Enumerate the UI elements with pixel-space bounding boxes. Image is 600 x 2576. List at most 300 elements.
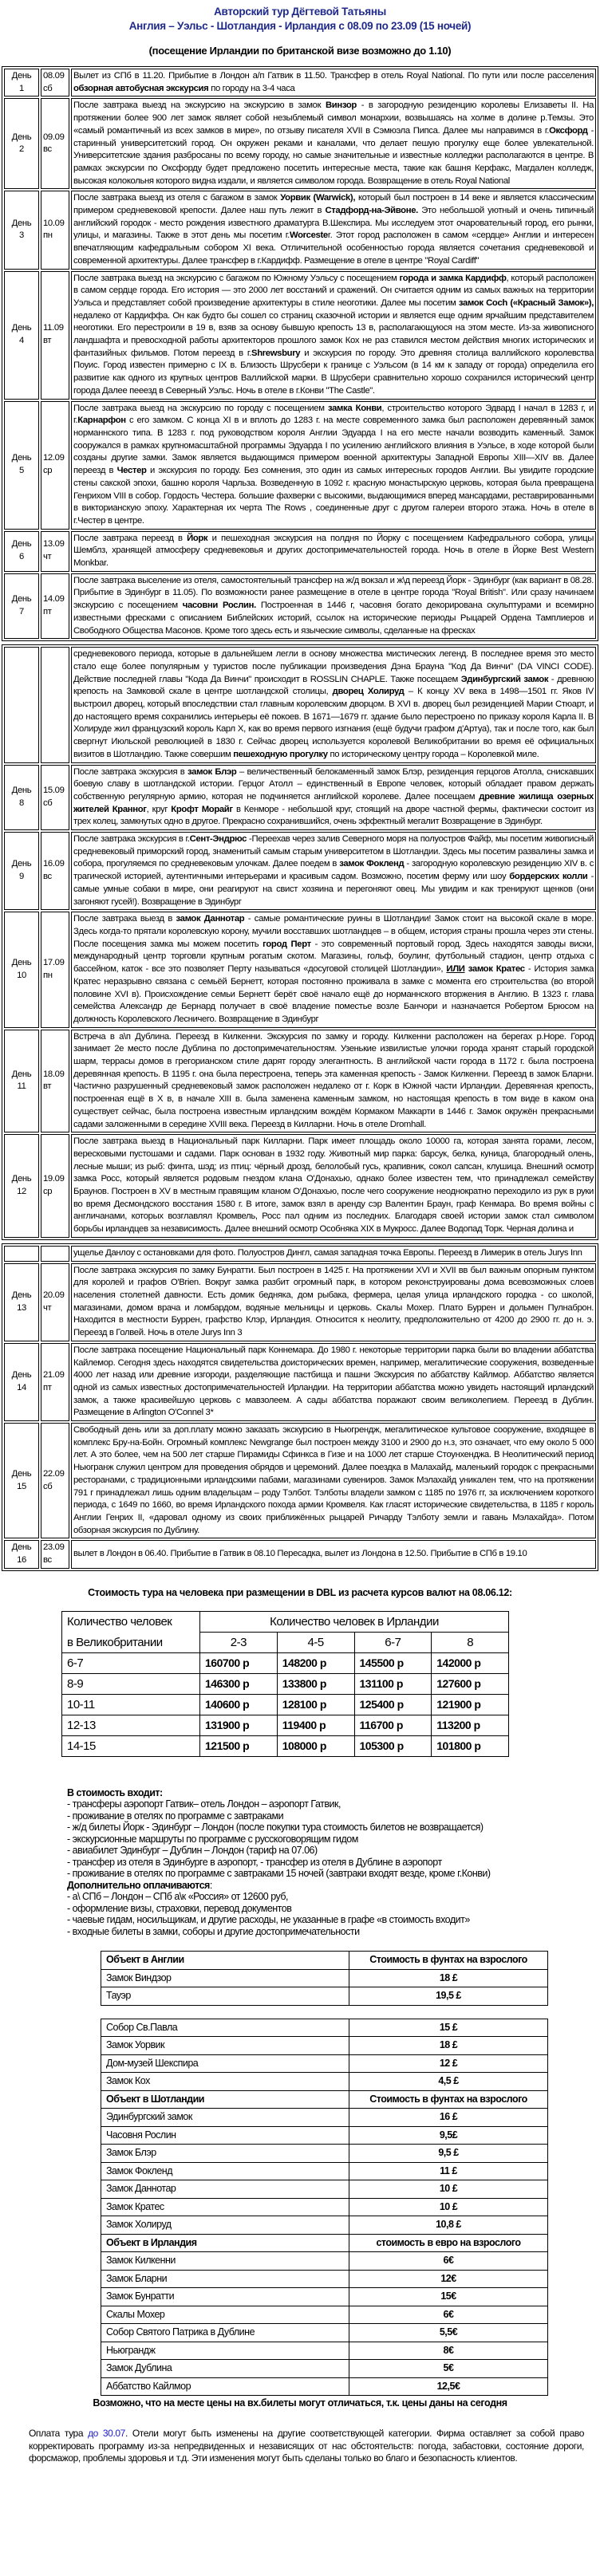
day-label: День 9 [11, 859, 32, 882]
ticket-row [101, 2342, 548, 2360]
extra-item: - входные билеты в замки, соборы и другие достопримечательности [67, 1925, 360, 1937]
included-heading: В стоимость входит: [67, 1786, 163, 1798]
itinerary-row [4, 1540, 596, 1568]
weekday-label: пн [43, 970, 53, 980]
payment-deadline-link[interactable]: до 30.07 [88, 2428, 125, 2440]
day-description [71, 271, 596, 400]
price-cell: 142000 р [432, 1652, 509, 1673]
ticket-price: 5€ [349, 2360, 548, 2378]
ticket-price: 10 £ [349, 2198, 548, 2216]
itinerary-table [2, 66, 598, 641]
date-cell [41, 69, 69, 97]
included-list [67, 1798, 600, 1880]
weekday-label: пн [43, 230, 53, 241]
day-description [71, 912, 596, 1027]
day-description [71, 1540, 596, 1568]
description-text: , который расположен в самом сердце города. Его история — это 2000 лет восстаний и сражений. Он считается одним из самых важных на территории Уэльса и представляет собой произведение архитектуры в стиле неоготики. Далее мы посетим [73, 273, 594, 308]
day-cell [4, 832, 39, 910]
highlight-text: часовни Рослин. [182, 601, 256, 611]
itinerary-row [4, 98, 596, 189]
description-text: После завтрака экскурсия в г. [73, 834, 190, 845]
ticket-price: 9,5 £ [349, 2145, 548, 2163]
col-header: 4-5 [277, 1632, 354, 1652]
tour-title: Авторский тур Дёгтевой Татьяны [214, 6, 386, 18]
date-label: 16.09 [43, 859, 65, 869]
day-label: День 12 [11, 1174, 32, 1197]
england-header: Объект в Англии [101, 1952, 349, 1970]
ticket-name: Часовня Рослин [101, 2126, 349, 2145]
day-cell [4, 191, 39, 269]
day-description [71, 1134, 596, 1238]
itinerary-row [4, 69, 596, 97]
description-text: После завтрака выезд на экскурсию на экскурсию в замок [73, 100, 326, 111]
itinerary-row [4, 765, 596, 831]
description-text: После завтрака экскурсия в [73, 766, 188, 777]
description-text: -Переехав через залив Северного моря на полуостров Файф, мы посетим живописный средневековый приморский город, знаменитый самым старым университетом в Шотландии. Здесь мы посетим развалины замка и собора, прогуляемся по средневековым улочкам. Далее поедем в [73, 834, 594, 869]
ticket-name: Замок Уорвик [101, 2037, 349, 2055]
uk-group-label: 8-9 [62, 1673, 200, 1694]
price-cell: 121900 р [432, 1694, 509, 1715]
description-text: Это небольшой уютный и очень типичный английский городок - место рождения известного драматурга В.Шекспира. Мы исследуем этот очаровательный город, его рынки, улицы, и магазины. Также в этот день мы посетим г. [73, 206, 594, 241]
highlight-text: Стадфорд-на-Эйвоне. [325, 206, 418, 216]
description-text: Встреча в а\п Дублина. Переезд в Килкенни. Экскурсия по замку и городу. Килкенни расположен на берегах р.Норе. Город занимает 2е место после Дублина по достопримечательностям. Узенькие извилистые улочки города хранят старый городской шарм, террасы домов в грегорианском стиле дарят городу элегантность. В английской части города в 1172 г. была построена деревянная крепость. В 1195 г. она была перестроена, теперь эта каменная крепость - Замок Килкенни. Переезд в замок Бларни. Частично разрушенный средневековый замок расположен недалеко от г. Корк в Южной части Ирландии. Деревянная крепость, построенная ещё в X в, в начале XIII в. была заменена каменным замком, но настоящая крепость в том виде в каком она существует сейчас, была построена известным ирландским вождём Кормаком Маккарти в 1446 г. Замок окружён прекрасными садами заложенными в середине XVIII века. Переезд в Килларни. Ночь в отеле Dromhall. [73, 1031, 594, 1129]
ticket-price: 6€ [349, 2306, 548, 2324]
date-cell [41, 1423, 69, 1538]
weekday-label: сб [43, 798, 53, 808]
date-cell [41, 1246, 69, 1262]
ticket-name: Замок Фокленд [101, 2162, 349, 2180]
ticket-row [101, 1987, 548, 2006]
price-cell: 113200 р [432, 1715, 509, 1735]
highlight-text: Честер [116, 466, 147, 476]
included-item: - проживание в отелях по программе с завтраками 15 ночей (завтраки входят везде, кроме г.Конви) [67, 1868, 491, 1880]
ticket-row [101, 2180, 548, 2199]
ticket-name: Тауэр [101, 1987, 349, 2006]
description-text: После завтрака выезд на экскурсию по городу с посещением [73, 403, 328, 413]
itinerary-row [4, 271, 596, 400]
itinerary-row [4, 191, 596, 269]
price-cell: 127600 р [432, 1673, 509, 1694]
ticket-row [101, 2198, 548, 2216]
included-item: - трансферы аэропорт Гатвик– отель Лондон – аэропорт Гатвик, [67, 1798, 341, 1810]
ticket-row [101, 2360, 548, 2378]
ticket-name: Собор Святого Патрика в Дублине [101, 2324, 349, 2342]
ticket-name: Замок Бунратти [101, 2288, 349, 2306]
included-section [67, 1787, 600, 1938]
day-label: День 7 [11, 594, 32, 616]
ticket-price: 12,5€ [349, 2377, 548, 2396]
document-page [0, 5, 600, 2497]
extra-list [67, 1891, 600, 1937]
description-text: - самые умные собаки в мире, они реагируют на свист хозяина и перегоняют овец. Мы увидим и как тренируют щенков (они загоняют гусей!). Возвращение в Эдинбург [73, 872, 594, 907]
weekday-label: пт [43, 1382, 52, 1392]
description-text: После завтрака выезд на экскурсию с багажом по Южному Уэльсу с посещением [73, 273, 400, 283]
description-text: - это современный портовый город. Здесь находятся заводы виски, международный центр торговли крупным рогатым скотом. Магазины, гольф, боулинг, футбольный стадион, центр отдыха с бассейном, каток - все это позволяет Перту называться «досуговой столицей Шотландии», [73, 939, 594, 975]
highlight-text: город Перт [262, 939, 311, 949]
price-row [62, 1735, 509, 1756]
day-description [71, 191, 596, 269]
uk-group-header-2: в Великобритании [62, 1632, 200, 1652]
description-text: После завтрака выезд в [73, 914, 176, 924]
ticket-price: 18 £ [349, 1969, 548, 1987]
date-label: 15.09 [43, 786, 65, 796]
description-text: r. Этот город расположен в самом «сердце» Англии и интересен впечатляющим кафедральным собором XI века. Отличительной особенностью города является сочетания средневековой и современной архитектуры. Далее трансфер в г.Кардифф. Размещение в отеле в центре "Royal Cardiff" [73, 230, 594, 266]
weekday-label: чт [43, 552, 52, 562]
day-description [71, 531, 596, 572]
ticket-row [101, 2288, 548, 2306]
day-description [71, 573, 596, 640]
day-description [71, 1263, 596, 1341]
weekday-label: ср [43, 1187, 53, 1197]
ticket-price: 19,5 £ [349, 1987, 548, 2006]
description-text: – величественный белокаменный замок Блэр, резиденция герцогов Атолла, снискавших боевую славу в шотландской истории. Герцог Атолл – единственный в Европе человек, который обладает правом держать собственную регулярную армию, которая не подчиняется английской королеве. Далее посещаем [73, 766, 594, 802]
highlight-text: Винзор [325, 100, 357, 111]
ticket-price: 10 £ [349, 2180, 548, 2199]
price-cell: 140600 р [200, 1694, 278, 1715]
highlight-text: дворец Холируд [332, 687, 405, 697]
weekday-label: сб [43, 83, 53, 93]
description-text: – К концу XV века в 1498—1501 гг. Яков IV выстроил дворец, который впоследствии стал главным королевским дворцом. В XVI в. дворец был резиденцией Марии Стюарт, и до настоящего время сохранились интерьеры её покоев. В 1671—1679 гг. здание было перестроено по приказу короля Карла II. В Холируде жил французский король Карл X, как во время первого изгнания (ещё будучи графом д'Артуа), так и после того, как был свергнут Июльской революцией в 1830 г. Сейчас дворец используется королевой Великобритании во время её официальных визитов в Шотландию. Также совершим [73, 687, 594, 759]
uk-group-label: 10-11 [62, 1694, 200, 1715]
itinerary-table [2, 644, 598, 1240]
description-text: по историческому центру города – Королевкой миле. [327, 749, 539, 759]
footer-body: . Отели могут быть изменены на другие соответствующей категории. Фирма оставляет за собой право корректировать программу из-за непредвиденных и независящих от нас обстоятельств: погода, забастовки, состояние дороги, форсмажор, проблемы здоровья и т.д. Эти изменения могут быть сделаны только во благо и безопасность клиентов. [29, 2428, 584, 2464]
weekday-label: ср [43, 466, 53, 476]
ticket-row [101, 2126, 548, 2145]
description-text: и экскурсия по городу. Без сомнения, это один из самых интересных городов Англии. Вы увидите городские стены сакской эпохи, башню короля Чарльза. Возведенную в 1092 г. красную монастырскую церковь, которая была превращена Генрихом VIII в собор. Гордость Честера. большие фахверки с высокими, выдающимися вперед мансардами, реставрированными в викторианскую эпоху. Характерная их черта The Rows , соединенные друг с другом галереи второго этажа. Ночь в отеле в г.Честер в центре. [73, 466, 594, 526]
ticket-name: Замок Холируд [101, 2216, 349, 2235]
extra-colon: : [209, 1879, 212, 1891]
date-label: 14.09 [43, 594, 65, 605]
ticket-name: Собор Св.Павла [101, 2019, 349, 2037]
day-description [71, 1246, 596, 1262]
ticket-row [101, 2054, 548, 2073]
itinerary-row [4, 647, 596, 762]
description-text: После завтрака выселение из отеля, самостоятельный трансфер на ж/д вокзал и ж\д переезд Йорк - Эдинбург (как вариант в 08.28. Прибытие в Эдинбург в 11.05). По возможности ранее размещение в отеле в центре города "Royal British". Или сразу начинаем экскурсию с посещением [73, 575, 594, 611]
day-cell [4, 1540, 39, 1568]
price-row [62, 1673, 509, 1694]
ticket-row [101, 2270, 548, 2288]
weekday-label: вс [43, 872, 52, 882]
highlight-text: замок Даннотар [176, 914, 245, 924]
ticket-name: Эдинбургский замок [101, 2109, 349, 2127]
day-label: День 16 [11, 1542, 32, 1566]
weekday-label: пт [43, 606, 52, 616]
price-cell: 148200 р [277, 1652, 354, 1673]
highlight-text: пешеходную прогулку [233, 749, 328, 759]
day-cell [4, 1263, 39, 1341]
england-price-header: Стоимость в фунтах на взрослого [349, 1952, 548, 1970]
date-cell [41, 1263, 69, 1341]
day-cell [4, 1246, 39, 1262]
itinerary-row [4, 1263, 596, 1341]
price-row [62, 1715, 509, 1735]
description-text: , круг [146, 804, 172, 814]
highlight-text: древние жилища озерных жителей Кранног [73, 791, 594, 814]
description-text: и экскурсия по городу. Это древняя столица валлийского королевства Поуис. Город известен примерно с IX в. Близость Шрусбери к границе с Уэльсом (в 14 км к западу от города) определила его развитие как одного из крупных центров Валлийской марки. В Шрусбери сравнительно хорошо сохранился исторический центр города Далее пееезд в Северный Уэльс. Ночь в отеле в г.Конви "The Castle". [73, 348, 594, 396]
extra-item: - оформление визы, страховки, перевод документов [67, 1902, 292, 1914]
col-header: 6-7 [354, 1632, 432, 1652]
itinerary-row [4, 1246, 596, 1262]
ticket-row [101, 2109, 548, 2127]
day-cell [4, 1423, 39, 1538]
extra-heading: Дополнительно оплачиваются [67, 1879, 210, 1891]
price-row [62, 1652, 509, 1673]
ticket-name: Скалы Мохер [101, 2306, 349, 2324]
weekday-label: чт [43, 1302, 52, 1313]
ticket-price: 15 £ [349, 2019, 548, 2037]
date-cell [41, 1343, 69, 1421]
price-cell: 145500 р [354, 1652, 432, 1673]
day-label: День 4 [11, 323, 32, 346]
footer-text [29, 2428, 584, 2465]
date-label: 11.09 [43, 323, 64, 333]
ticket-price: 4,5 £ [349, 2073, 548, 2091]
day-cell [4, 531, 39, 572]
day-cell [4, 98, 39, 189]
day-label: День 14 [11, 1370, 32, 1392]
scotland-header-price-label: Стоимость в фунтах на взрослого [349, 2090, 548, 2109]
highlight-text: Уорвик (Warwick), [280, 193, 356, 203]
day-description [71, 1030, 596, 1133]
ticket-name: Дом-музей Шекспира [101, 2054, 349, 2073]
date-label: 19.09 [43, 1174, 65, 1184]
price-cell: 133800 р [277, 1673, 354, 1694]
description-text: - старинный университетский город. Он окружен реками и каналами, что делает пешую прогулку еще более увлекательной. Университетские здания разбросаны по всему городу, но самые значительные и известные колледжи располагаются в центре. В рамках экскурсии по Оксфорду будет предложено посетить интересные места, такие как башня Керфакс, Магдален колледж, высокая колокольня которого видна издали, и является символом города. Возвращение в отель Royal National [73, 125, 594, 186]
itinerary-row [4, 1030, 596, 1133]
ticket-name: Замок Блэр [101, 2145, 349, 2163]
day-label: День 6 [11, 539, 32, 562]
itinerary-row [4, 1134, 596, 1238]
price-table [61, 1611, 509, 1757]
ticket-name: Ньюграндж [101, 2342, 349, 2360]
description-text: и пешеходная экскурсия на полдня по Йорку с посещением Кафедрального собора, улицы Шемблз, хранящей атмосферу средневековья и других достопримечательностей города. Ночь в отеле в Йорке Best Western Monkbar. [73, 533, 594, 569]
itinerary-row [4, 1423, 596, 1538]
price-cell: 125400 р [354, 1694, 432, 1715]
day-cell [4, 765, 39, 831]
day-label: День 3 [11, 218, 32, 241]
description-text: Свободный день или за доп.плату можно заказать экскурсию в Ньюгрендж, мегалитическое культовое сооружение, входящее в комплекс Бру-на-Бойн. Огромный комплекс Newgrange был построен между 3100 и 2900 до н.з, это означает, что ему около 5 000 лет. А это более, чем на 500 лет старше Пирамиды Сфинкса в Гизе и на 1000 лет старше Стоунхенджа. В Неолитический период Ньюгранж служил центром для проведения обрядов и церемоний. Далее поездка в Малахайд, маленький городок с прекрасными ресторанами, с традиционными ирландскими пабами, магазинами сувениров. Замок Мэлахайд уникален тем, что на протяжении 791 г принадлежал лишь одним владельцам – роду Тэлбот. Тэлботы владели замком с 1185 по 1976 гг, за исключением короткого периода, с 1649 по 1660, во время Ирландского похода армии Кромвеля. Как гласят исторические свидетельства, в 1185 г король Англии Генрих II, «даровал одному из своих приближённых рыцарей Ричарду Тэлботу земли и гавань Мэлахайда». Потом обзорная экскурсия по Дублину. [73, 1425, 594, 1535]
price-cell: 146300 р [200, 1673, 278, 1694]
uk-group-header-1: Количество человек [62, 1611, 200, 1632]
date-cell [41, 912, 69, 1027]
highlight-text: Карнарфон [77, 416, 126, 426]
included-item: - экскурсионные маршруты по программе с русскоговорящим гидом [67, 1833, 358, 1845]
date-label: 12.09 [43, 453, 65, 463]
day-cell [4, 271, 39, 400]
day-label: День 8 [11, 786, 32, 808]
highlight-text: Йорк [187, 533, 208, 543]
itinerary-table [2, 1243, 598, 1571]
day-description [71, 401, 596, 530]
ticket-price: 16 £ [349, 2109, 548, 2127]
date-cell [41, 573, 69, 640]
price-cell: 116700 р [354, 1715, 432, 1735]
tickets-note: Возможно, что на месте цены на вх.билеты могут отличаться, т.к. цены даны на сегодня [93, 2397, 507, 2409]
ticket-price: 8€ [349, 2342, 548, 2360]
weekday-label: вс [43, 144, 52, 155]
highlight-text: города и замка Кардифф [399, 273, 507, 283]
day-label: День 13 [11, 1290, 32, 1313]
ticket-price: 12 £ [349, 2054, 548, 2073]
date-cell [41, 531, 69, 572]
date-cell [41, 832, 69, 910]
ireland-header [101, 2234, 548, 2252]
highlight-text: Эдинбургский замок [460, 674, 549, 684]
col-header: 2-3 [200, 1632, 278, 1652]
date-cell [41, 647, 69, 762]
footer-prefix: Оплата тура [29, 2428, 89, 2440]
price-cell: 128100 р [277, 1694, 354, 1715]
highlight-text: Сент-Эндрюс [189, 834, 247, 845]
ticket-row [101, 2306, 548, 2324]
description-text: После завтрака переезд в [73, 533, 188, 543]
date-label: 13.09 [43, 539, 65, 549]
tickets-table-main [101, 2019, 548, 2397]
highlight-text: замок Блэр [188, 766, 237, 777]
day-description [71, 832, 596, 910]
day-label: День 15 [11, 1468, 32, 1491]
description-text: , строительство которого Эдвард I начал в 1283 г, и г. [73, 403, 594, 426]
description-text: Построенная в 1446 г, часовня богато декорирована скульптурами и всемирно известными фресками с описанием Библейских историй, ссылок на исторические периоды Рыцарей Ордена Тамплиеров и Свободного Общества Масонов. Кроме того здесь есть и языческие символы, сделанные на фресках [73, 601, 594, 636]
description-text: После завтрака выезд в Национальный парк Килларни. Парк имеет площадь около 10000 га, которая занята горами, лесом, вересковыми пустошами и садами. Парк основан в 1932 году. Животный мир парка: барсук, белка, куница, благородный олень, лесные мыши; из рыб: финта, шэд; из птиц: чёрный дрозд, белолобый гусь, крапивник, сокол сапсан, клушица. Внешний осмотр замка Росс, который является родовым гнездом клана О'Донахью, однако более известен тем, что принадлежал семейству Браунов. Построен в XV в местным правящим кланом О'Донахью, после чего сооружение неоднократно переходило из рук в руки во время Десмондского восстания 1580 г. В итоге, замок взял в аренду сэр Валентин Браун, граф Кенмара. Во время войны с англичанами, которых возглавлял Кромвель, Росс пал одним из последних. Благодаря своей истории замок стал символом борьбы ирландцев за независимость. Далее внешний осмотр Особняка XIX в Мукросс. Далее Водопад Торк. Черная долина и [73, 1136, 594, 1235]
description-text: по городу на 3-4 часа [208, 83, 295, 93]
itinerary [0, 66, 600, 1571]
ticket-price: 10,8 £ [349, 2216, 548, 2235]
ticket-name: Замок Даннотар [101, 2180, 349, 2199]
extra-item: - чаевые гидам, носильщикам, и другие расходы, не указанные в графе «в стоимость входит» [67, 1914, 470, 1926]
price-subheader-row [62, 1632, 509, 1652]
extra-heading-line [67, 1880, 600, 1892]
day-description [71, 1343, 596, 1421]
description-text: Вылет из СПб в 11.20. Прибытие в Лондон а/п Гатвик в 11.50. Трансфер в отель Royal National. По пути или после расселения [73, 71, 594, 81]
weekday-label: вт [43, 336, 52, 346]
ticket-row [101, 2252, 548, 2271]
highlight-text: Крофт Морайг [171, 804, 233, 814]
day-cell [4, 912, 39, 1027]
ticket-row [101, 2324, 548, 2342]
ticket-name: Замок Бларни [101, 2270, 349, 2288]
price-cell: 131900 р [200, 1715, 278, 1735]
highlight-text: Shrewsbury [251, 348, 301, 358]
date-label: 21.09 [43, 1370, 65, 1381]
date-label: 09.09 [43, 132, 65, 142]
itinerary-row [4, 531, 596, 572]
description-text: После завтрака посещение Национальный парк Коннемара. До 1980 г. некоторые территории парка были во владении аббатства Кайлемор. Сегодня здесь находятся свидетельства доисторических времен, например, мегалитические сооружения, возведенные 4000 лет назад или древние изгороди, разделяющие пастбища и пашни Экскурсия по аббатству Кайлмор. Аббатство является одной из самых известных достопримечательностей Ирландии. На территории аббатства можно увидеть настоящий ирландский замок, а также красивейшую церковь с мавзолеем. А сады аббатства поражают своим великолепием. Переезд в Дублин. Размещение в Arlington O'Connel 3* [73, 1345, 594, 1418]
date-cell [41, 1134, 69, 1238]
ticket-name: Аббатство Кайлмор [101, 2377, 349, 2396]
description-text: - История замка Кратес неразрывно связана с семьёй Бернетт, которая постоянно проживала в замке с момента его строительства (во второй половине XVI в). Происхождение семьи Бернетт берёт своё начало ещё до норманнского вторжения в Англию. В 1323 г. глава семейства Александр де Бернард получает в своё владение поместье возле Банчори и назначается Робертом Брюсом на должность Королевского Лесничего. Возвращение в Эдинбург [73, 964, 594, 1024]
day-cell [4, 1030, 39, 1133]
description-text: ущелье Данлоу с остановками для фото. Полуостров Дингл, самая западная точка Европы. Переезд в Лимерик в отель Jurys Inn [73, 1247, 582, 1258]
weekday-label: вс [43, 1555, 52, 1566]
highlight-text: замок Фокленд [339, 859, 405, 869]
ticket-price: 9,5£ [349, 2126, 548, 2145]
ticket-row [101, 2073, 548, 2091]
ireland-group-header: Количество человек в Ирландии [200, 1611, 509, 1632]
itinerary-row [4, 573, 596, 640]
included-item: - трансфер из отеля в Эдинбурге в аэропорт, - трансфер из отеля в Дублине в аэропорт [67, 1856, 442, 1868]
description-text: После завтрака выезд из отеля с багажом в замок [73, 193, 281, 203]
included-item: - ж/д билеты Йорк - Эдинбург – Лондон (после покупки тура стоимость билетов не возвращается) [67, 1822, 484, 1834]
price-row [62, 1694, 509, 1715]
description-text: - древнюю крепость на Замковой скале в центре шотландской столицы, [73, 674, 594, 697]
description-text: После завтрака экскурсия по замку Бунратти. Был построен в 1425 г. На протяжении XVI и XVII вв был важным опорным пунктом для королей и графов O'Brien. Вокруг замка разбит огромный парк, в котором реконструированы дома всевозможных слоев населения столетней давности. Есть домик бедняка, дом рыбака, фермера, целая улица ирландского городка - со школой, магазинами, домом врача и ломбардом, водяные мельницы и церковь. Скалы Мохер. Плато Буррен и дольмен Пулнаброн. Находится в местности Буррен, графство Клэр, Ирландия. Относится к неолиту, предположительно от 4200 до 2900 гг. до н. э. Переезд в Голвей. Ночь в отеле Jurys Inn 3 [73, 1265, 594, 1338]
description-text: с его замком. С конца XI в и вплоть до 1283 г. на месте современного замка был расположен деревянный замок норманнского типа. В 1283 г. под руководством короля Англии Эдуарда I на его месте начали возводить каменный. Замок сооружался в рамках крупномасштабной программы Эдуарда I по усилению английского влияния в Уэльсе, в ходе которой были созданы другие замки. Замок является выдающимся примером военной архитектуры Западной Европы XIII—XIV вв. Далее переезд в [73, 416, 594, 476]
description-text: - самые романтические руины в Шотландии! Замок стоит на высокой скале в море. Здесь когда-то прятали королевскую корону, мучили восставших шотландцев – в общем, история страны прошла через эти стены. После посещения замка мы можем посетить [73, 914, 594, 949]
price-cell: 108000 р [277, 1735, 354, 1756]
included-item: - авиабилет Эдинбург – Дублин – Лондон (тариф на 07.06) [67, 1845, 318, 1857]
date-label: 18.09 [43, 1069, 65, 1079]
date-label: 17.09 [43, 958, 65, 968]
ticket-row [101, 2019, 548, 2037]
day-cell [4, 573, 39, 640]
date-label: 22.09 [43, 1468, 65, 1479]
price-cell: 121500 р [200, 1735, 278, 1756]
day-description [71, 69, 596, 97]
date-cell [41, 1540, 69, 1568]
ticket-price: 11 £ [349, 2162, 548, 2180]
day-cell [4, 1134, 39, 1238]
date-cell [41, 1030, 69, 1133]
day-description [71, 98, 596, 189]
price-cell: 101800 р [432, 1735, 509, 1756]
ticket-row [101, 2145, 548, 2163]
highlight-text: замок Кратес [468, 964, 525, 975]
ireland-header-price-label: стоимость в евро на взрослого [349, 2234, 548, 2252]
price-heading: Стоимость тура на человека при размещении в DBL из расчета курсов валют на 08.06.12: [88, 1586, 512, 1598]
scotland-header-label: Объект в Шотландии [101, 2090, 349, 2109]
ticket-row [101, 2037, 548, 2055]
ticket-price: 5,5€ [349, 2324, 548, 2342]
day-cell [4, 69, 39, 97]
day-cell [4, 1343, 39, 1421]
highlight-text: замка Конви [327, 403, 382, 413]
day-label: День 10 [11, 958, 32, 980]
day-description [71, 647, 596, 762]
uk-group-label: 6-7 [62, 1652, 200, 1673]
price-cell: 131100 р [354, 1673, 432, 1694]
day-label: День 11 [11, 1069, 32, 1092]
itinerary-row [4, 401, 596, 530]
ticket-name: Замок Кратес [101, 2198, 349, 2216]
ticket-row [101, 2162, 548, 2180]
itinerary-row [4, 1343, 596, 1421]
tour-route: Англия – Уэльс - Шотландия - Ирландия с 08.09 по 23.09 (15 ночей) [128, 20, 472, 32]
date-label: 08.09 [43, 71, 65, 81]
price-cell: 105300 р [354, 1735, 432, 1756]
day-label: День 1 [11, 71, 32, 93]
description-text: недалеко от Кардиффа. Он как будто бы сошел со страниц сказочной истории и является еще одним ярчайшим представителем неоготики. Его перестроили в 19 в, взяв за основу бывшую крепость 13 в, располагающуюся на этом месте. Из-за живописного ландшафта и превосходной работы архитекторов прошлого замок Кох не раз ставился местом действия многих исторических и фантазийных фильмов. Потом переезд в г. [73, 310, 594, 358]
day-label: День 5 [11, 453, 32, 476]
visa-note: (посещение Ирландии по британской визе возможно до 1.10) [148, 45, 452, 57]
ticket-name: Замок Кох [101, 2073, 349, 2091]
highlight-text: Оксфорд [549, 125, 588, 136]
ticket-name: Замок Килкенни [101, 2252, 349, 2271]
date-label: 10.09 [43, 218, 65, 228]
price-cell: 160700 р [200, 1652, 278, 1673]
ireland-header-label: Объект в Ирландия [101, 2234, 349, 2252]
date-cell [41, 98, 69, 189]
description-text: средневекового периода, которые в дальнейшем легли в основу множества мистических легенд. В последнее время это место стало еще более популярным у туристов после публикации произведения Дэна Брауна "Код Да Винчи" (DA VINCI CODE). Действие последней главы "Кода Да Винчи" происходит в ROSSLIN CHAPLE. Также посещаем [73, 649, 594, 684]
col-header: 8 [432, 1632, 509, 1652]
ticket-name: Замок Виндзор [101, 1969, 349, 1987]
itinerary-row [4, 832, 596, 910]
weekday-label: вт [43, 1081, 52, 1092]
description-text: который был построен в 14 веке и является классическим примером средневековой крепости. Далее наш путь лежит в [73, 193, 594, 216]
uk-group-label: 14-15 [62, 1735, 200, 1756]
ticket-price: 18 £ [349, 2037, 548, 2055]
